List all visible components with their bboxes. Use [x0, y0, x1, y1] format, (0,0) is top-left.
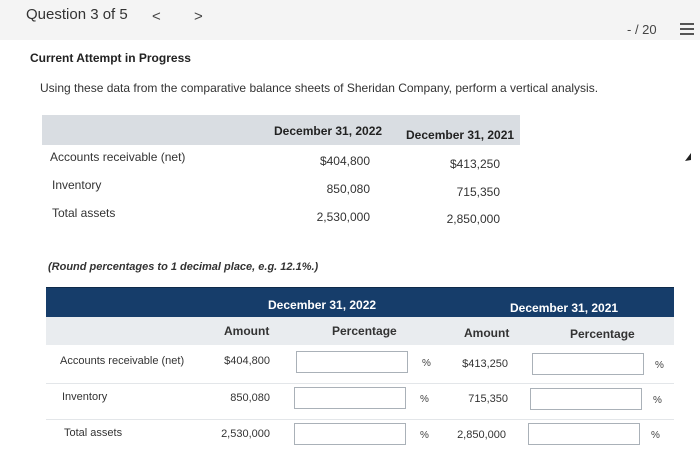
row-divider — [46, 383, 674, 384]
amount-2022-header: Amount — [224, 324, 270, 338]
rounding-instruction: (Round percentages to 1 decimal place, e.g. 12.1%.) — [48, 261, 319, 273]
percentage-2022-input[interactable] — [294, 423, 406, 445]
top-bar — [0, 0, 700, 40]
given-data-header — [42, 115, 520, 145]
given-value-2021: 2,850,000 — [446, 212, 500, 226]
score-display: - / 20 — [627, 22, 657, 37]
percent-sign: % — [420, 430, 429, 441]
percentage-2022-input[interactable] — [296, 351, 408, 373]
amount-2021: 2,850,000 — [457, 429, 506, 441]
percentage-2022-header: Percentage — [332, 324, 397, 338]
amount-2021: $413,250 — [462, 358, 508, 370]
answer-row-label: Total assets — [64, 427, 123, 439]
answer-row-label: Inventory — [62, 391, 108, 403]
list-icon[interactable] — [680, 23, 694, 37]
mouse-cursor-icon — [684, 152, 692, 162]
question-label: Question 3 of 5 — [26, 6, 128, 23]
given-value-2021: 715,350 — [456, 185, 500, 199]
instruction-text: Using these data from the comparative balance sheets of Sheridan Company, perform a vertical analysis. — [40, 81, 599, 95]
given-value-2021: $413,250 — [449, 157, 500, 171]
percentage-2021-input[interactable] — [530, 388, 642, 410]
amount-2022: 2,530,000 — [221, 428, 270, 440]
attempt-status: Current Attempt in Progress — [30, 51, 191, 65]
answer-group-2022: December 31, 2022 — [268, 298, 377, 312]
percent-sign: % — [655, 360, 664, 371]
given-col-2021: December 31, 2021 — [406, 128, 515, 142]
percent-sign: % — [422, 358, 431, 369]
amount-2022: $404,800 — [224, 355, 270, 367]
given-value-2022: 2,530,000 — [316, 210, 370, 224]
given-row-label: Inventory — [52, 178, 102, 192]
given-data-table — [42, 115, 520, 235]
given-row-label: Total assets — [52, 206, 116, 220]
percent-sign: % — [420, 394, 429, 405]
given-row-label: Accounts receivable (net) — [50, 150, 186, 164]
percent-sign: % — [651, 430, 660, 441]
percentage-2021-input[interactable] — [528, 423, 640, 445]
answer-group-2021: December 31, 2021 — [510, 301, 619, 315]
percentage-2022-input[interactable] — [294, 387, 406, 409]
given-value-2022: $404,800 — [319, 154, 370, 168]
given-value-2022: 850,080 — [326, 182, 370, 196]
given-col-2022: December 31, 2022 — [274, 124, 383, 138]
answer-table — [46, 287, 674, 457]
next-question-button[interactable]: > — [194, 8, 203, 25]
amount-2022: 850,080 — [230, 392, 270, 404]
amount-2021: 715,350 — [468, 393, 508, 405]
answer-row-label: Accounts receivable (net) — [60, 355, 185, 367]
amount-2021-header: Amount — [464, 326, 510, 340]
percentage-2021-header: Percentage — [570, 327, 635, 341]
answer-table-header — [46, 287, 674, 317]
answer-subheader — [46, 317, 674, 345]
percentage-2021-input[interactable] — [532, 353, 644, 375]
previous-question-button[interactable]: < — [152, 8, 161, 25]
percent-sign: % — [653, 395, 662, 406]
row-divider — [46, 419, 674, 420]
